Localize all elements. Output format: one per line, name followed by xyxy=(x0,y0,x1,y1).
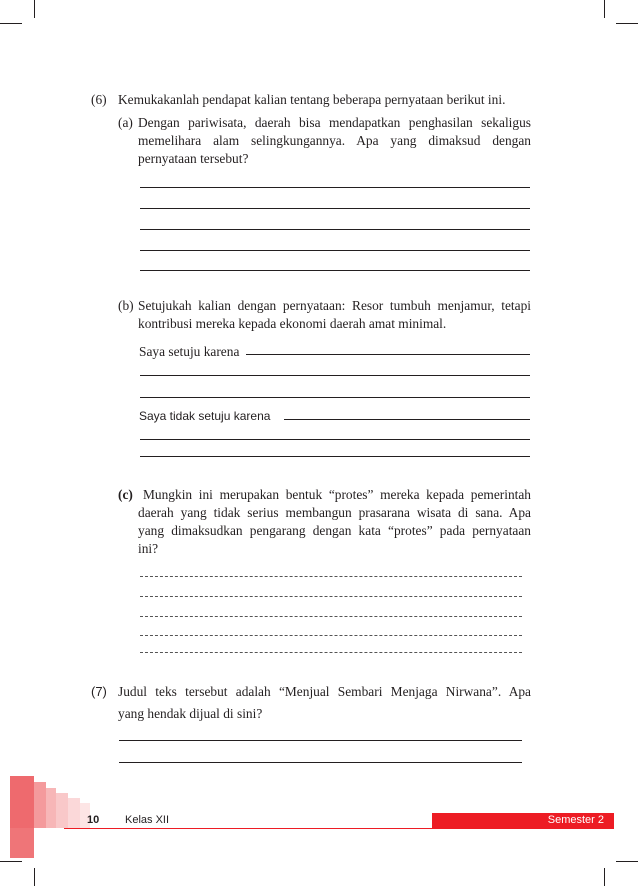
crop-mark-bl-h xyxy=(0,861,22,862)
answer-line-6c-2[interactable] xyxy=(140,596,522,597)
disagree-prompt: Saya tidak setuju karena xyxy=(139,409,271,423)
answer-line-6b-agree-inline[interactable] xyxy=(246,354,530,355)
question-7-line1: Judul teks tersebut adalah “Menjual Sembari Menjaga Nirwana”. Apa xyxy=(118,684,531,699)
answer-line-6a-5[interactable] xyxy=(140,270,530,271)
question-6c-line3: yang dimaksudkan pengarang dengan kata “protes” pada pernyataan xyxy=(138,523,531,538)
question-6c-line4: ini? xyxy=(138,541,159,556)
crop-mark-br-h xyxy=(616,861,638,862)
answer-line-6b-4[interactable] xyxy=(140,456,530,457)
answer-line-6b-3[interactable] xyxy=(140,439,530,440)
answer-line-6c-5[interactable] xyxy=(140,652,522,653)
crop-mark-tr-v xyxy=(604,0,605,18)
question-6b-line2: kontribusi mereka kepada ekonomi daerah amat minimal. xyxy=(138,316,447,331)
answer-line-6c-3[interactable] xyxy=(140,616,522,617)
page-number: 10 xyxy=(87,814,100,826)
answer-line-6b-2[interactable] xyxy=(140,397,530,398)
answer-line-6b-disagree-inline[interactable] xyxy=(284,419,530,420)
semester-badge xyxy=(432,813,614,828)
crop-mark-tl-h xyxy=(0,23,22,24)
semester-label: Semester 2 xyxy=(547,814,604,826)
question-6a-line1: Dengan pariwisata, daerah bisa mendapatkan penghasilan sekaligus xyxy=(138,115,531,130)
question-6a-label: (a) xyxy=(118,115,133,130)
class-label: Kelas XII xyxy=(125,814,170,826)
question-7-number: (7) xyxy=(91,684,107,699)
answer-line-6c-1[interactable] xyxy=(140,576,522,577)
answer-line-7-1[interactable] xyxy=(119,740,522,741)
question-7-line2: yang hendak dijual di sini? xyxy=(118,706,263,721)
question-6c-label: (c) xyxy=(118,487,133,502)
crop-mark-tr-h xyxy=(616,23,638,24)
question-6b-label: (b) xyxy=(118,298,134,313)
question-6c-line2: daerah yang tidak serius membangun prasarana wisata di sana. Apa xyxy=(138,505,531,520)
answer-line-6a-4[interactable] xyxy=(140,250,530,251)
agree-prompt: Saya setuju karena xyxy=(139,344,240,359)
question-6-prompt: Kemukakanlah pendapat kalian tentang beberapa pernyataan berikut ini. xyxy=(118,92,506,107)
answer-line-6c-4[interactable] xyxy=(140,635,522,636)
question-6-number: (6) xyxy=(91,92,107,107)
answer-line-6a-2[interactable] xyxy=(140,208,530,209)
answer-line-6a-3[interactable] xyxy=(140,229,530,230)
question-6c-line1: Mungkin ini merupakan bentuk “protes” mereka kepada pemerintah xyxy=(143,487,531,502)
answer-line-6b-1[interactable] xyxy=(140,375,530,376)
crop-mark-tl-v xyxy=(34,0,35,18)
question-6a-line2: memelihara alam selingkungannya. Apa yang dimaksud dengan xyxy=(138,133,531,148)
question-6b-line1: Setujukah kalian dengan pernyataan: Resor tumbuh menjamur, tetapi xyxy=(138,298,531,313)
crop-mark-br-v xyxy=(604,868,605,886)
footer-divider xyxy=(64,828,614,829)
question-6a-line3: pernyataan tersebut? xyxy=(138,151,249,166)
answer-line-6a-1[interactable] xyxy=(140,187,530,188)
answer-line-7-2[interactable] xyxy=(119,762,522,763)
crop-mark-bl-v xyxy=(34,868,35,886)
